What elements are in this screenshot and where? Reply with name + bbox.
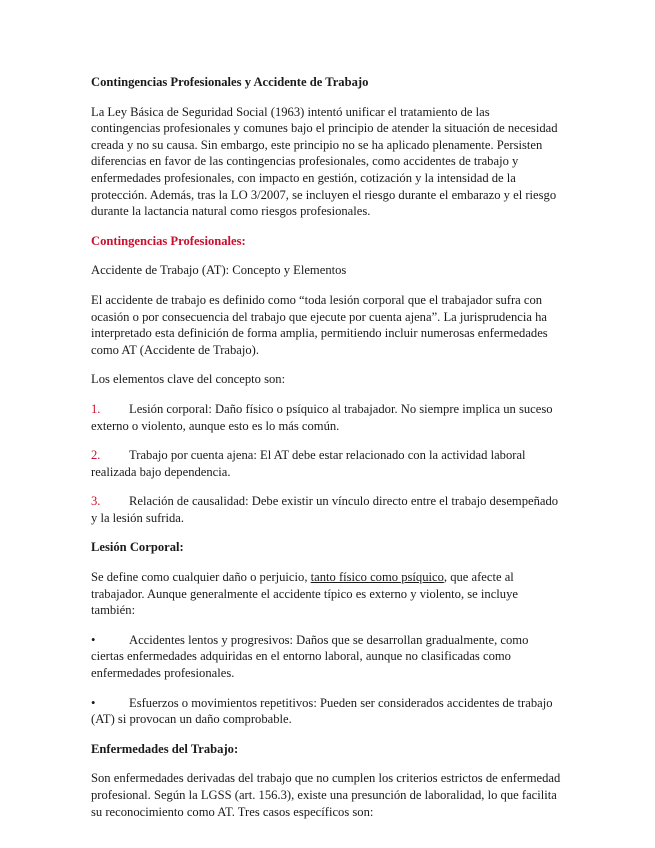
list-text: Trabajo por cuenta ajena: El AT debe estar relacionado con la actividad laboral realizada bajo dependencia.	[91, 448, 526, 479]
enfermedades-paragraph: Son enfermedades derivadas del trabajo que no cumplen los criterios estrictos de enfermedad profesional. Según la LGSS (art. 156.3), existe una presunción de laboralidad, lo que facilita su reconocimiento como AT. Tres casos específicos son:	[91, 771, 561, 819]
lesion-text-end: , que afecte al trabajador. Aunque generalmente el accidente típico es externo y violento, se incluye también:	[91, 570, 518, 618]
list-number: 3.	[91, 494, 101, 509]
list-text: Relación de causalidad: Debe existir un vínculo directo entre el trabajo desempeñado y la lesión sufrida.	[91, 494, 559, 525]
bullet-marker: •	[91, 632, 96, 647]
definition-paragraph: El accidente de trabajo es definido como “toda lesión corporal que el trabajador sufra con ocasión o por consecuencia del trabajo que ejecute por cuenta ajena”. La jurisprudencia ha interpretado esta definición de forma amplia, permitiendo incluir numerosas enfermedades como AT (Accidente de Trabajo).	[91, 292, 548, 357]
lesion-underlined-text: tanto físico como psíquico	[310, 570, 444, 585]
list-number: 1.	[91, 401, 101, 416]
bullet-item	[91, 695, 561, 728]
bullet-marker: •	[91, 695, 96, 710]
list-item	[91, 401, 561, 434]
subheading-accidente-trabajo: Accidente de Trabajo (AT): Concepto y Elementos	[91, 263, 347, 278]
section-heading-contingencias: Contingencias Profesionales:	[91, 233, 246, 248]
section-heading-lesion: Lesión Corporal:	[91, 540, 184, 555]
document-title: Contingencias Profesionales y Accidente de Trabajo	[91, 75, 369, 89]
document-body	[91, 74, 561, 820]
list-item	[91, 447, 561, 480]
bullet-text: Esfuerzos o movimientos repetitivos: Pueden ser considerados accidentes de trabajo (AT) si provocan un daño comprobable.	[91, 695, 553, 727]
elements-intro: Los elementos clave del concepto son:	[91, 372, 286, 387]
bullet-item	[91, 632, 561, 682]
section-heading-enfermedades: Enfermedades del Trabajo:	[91, 741, 239, 756]
list-text: Lesión corporal: Daño físico o psíquico al trabajador. No siempre implica un suceso externo o violento, aunque esto es lo más común.	[91, 401, 553, 433]
lesion-paragraph	[91, 569, 561, 619]
intro-paragraph: La Ley Básica de Seguridad Social (1963) intentó unificar el tratamiento de las contingencias profesionales y comunes bajo el principio de atender la situación de necesidad creada y no su causa. Sin embargo, este principio no se ha aplicado plenamente. Persisten diferencias en favor de las contingencias profesionales, como accidentes de trabajo y enfermedades profesionales, con impacto en gestión, cotización y la intensidad de la protección. Además, tras la LO 3/2007, se incluyen el riesgo durante el embarazo y el riesgo durante la lactancia natural como riesgos profesionales.	[91, 104, 558, 219]
list-number: 2.	[91, 448, 101, 463]
list-item	[91, 493, 561, 526]
bullet-text: Accidentes lentos y progresivos: Daños que se desarrollan gradualmente, como ciertas enfermedades adquiridas en el entorno laboral, aunque no clasificadas como enfermedades profesionales.	[91, 632, 529, 681]
lesion-text-start: Se define como cualquier daño o perjuicio,	[91, 570, 311, 585]
